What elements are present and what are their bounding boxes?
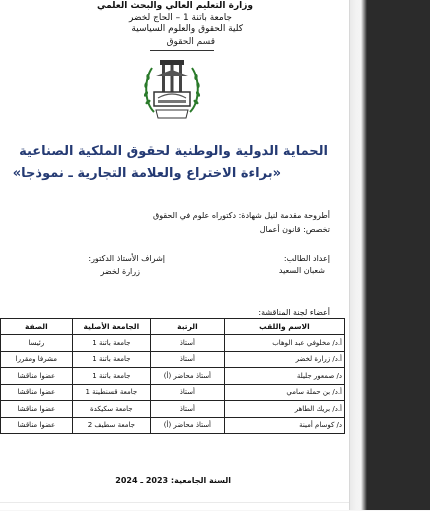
table-row [1, 368, 345, 385]
thesis-title-line-2: «براءة الاختراع والعلامة التجارية ـ نموذجا» [12, 166, 281, 181]
member-university: جامعة سطيف 2 [72, 417, 150, 434]
thesis-note: أطروحة مقدمة لنيل شهادة: دكتوراه علوم في الحقوق [152, 211, 330, 220]
member-role: عضوا مناقشا [1, 417, 73, 434]
member-role: عضوا مناقشا [1, 384, 73, 401]
member-university: جامعة قسنطينة 1 [72, 384, 150, 401]
table-row [1, 401, 345, 418]
supervisor-label: إشراف الأستاذ الدكتور: [88, 254, 165, 263]
table-row [1, 335, 345, 352]
member-name: أ.د/ بريك الطاهر [224, 401, 344, 418]
table-row [1, 384, 345, 401]
member-rank: أستاذ [150, 335, 224, 352]
thesis-title-line-1: الحماية الدولية والوطنية لحقوق الملكية الصناعية [19, 144, 328, 159]
member-role: عضوا مناقشا [1, 368, 73, 385]
academic-year: السنة الجامعية: 2023 ـ 2024 [115, 476, 231, 485]
column-header-role: الصفة [1, 319, 73, 335]
member-university: جامعة باتنة 1 [72, 351, 150, 368]
table-row [1, 417, 345, 434]
committee-heading: أعضاء لجنة المناقشة: [258, 308, 330, 317]
member-role: عضوا مناقشا [1, 401, 73, 418]
column-header-rank: الرتبة [150, 319, 224, 335]
member-name: أ.د/ زرارة لخضر [224, 351, 344, 368]
member-rank: أستاذ محاضر (أ) [150, 417, 224, 434]
member-name: أ.د/ بن حملة سامي [224, 384, 344, 401]
member-university: جامعة سكيكدة [72, 401, 150, 418]
faculty-heading: كلية الحقوق والعلوم السياسية [131, 24, 243, 34]
member-rank: أستاذ [150, 384, 224, 401]
member-name: د/ كوسام أمينة [224, 417, 344, 434]
committee-table [0, 318, 345, 434]
student-label: إعداد الطالب: [283, 254, 330, 263]
university-heading: جامعة باتنة 1 – الحاج لخضر [128, 13, 232, 23]
viewer-background [361, 0, 430, 510]
member-university: جامعة باتنة 1 [72, 368, 150, 385]
member-university: جامعة باتنة 1 [72, 335, 150, 352]
table-header-row [1, 319, 345, 335]
member-role: رئيسا [1, 335, 73, 352]
department-underline [150, 50, 214, 51]
university-logo [140, 54, 204, 126]
member-role: مشرفا ومقررا [1, 351, 73, 368]
member-name: د/ صمعور جليلة [224, 368, 344, 385]
student-name: شعبان السعيد [278, 266, 325, 275]
specialization: تخصص: قانون أعمال [259, 225, 330, 234]
table-row [1, 351, 345, 368]
member-name: أ.د/ مخلوفي عبد الوهاب [224, 335, 344, 352]
column-header-name: الاسم واللقب [224, 319, 344, 335]
university-emblem-icon [140, 54, 204, 126]
column-header-university: الجامعة الأصلية [72, 319, 150, 335]
member-rank: أستاذ محاضر (أ) [150, 368, 224, 385]
member-rank: أستاذ [150, 351, 224, 368]
department-heading: قسم الحقوق [166, 37, 215, 47]
supervisor-name: زرارة لخضر [100, 267, 140, 276]
ministry-heading: وزارة التعليم العالي والبحث العلمي [96, 1, 253, 11]
member-rank: أستاذ [150, 401, 224, 418]
